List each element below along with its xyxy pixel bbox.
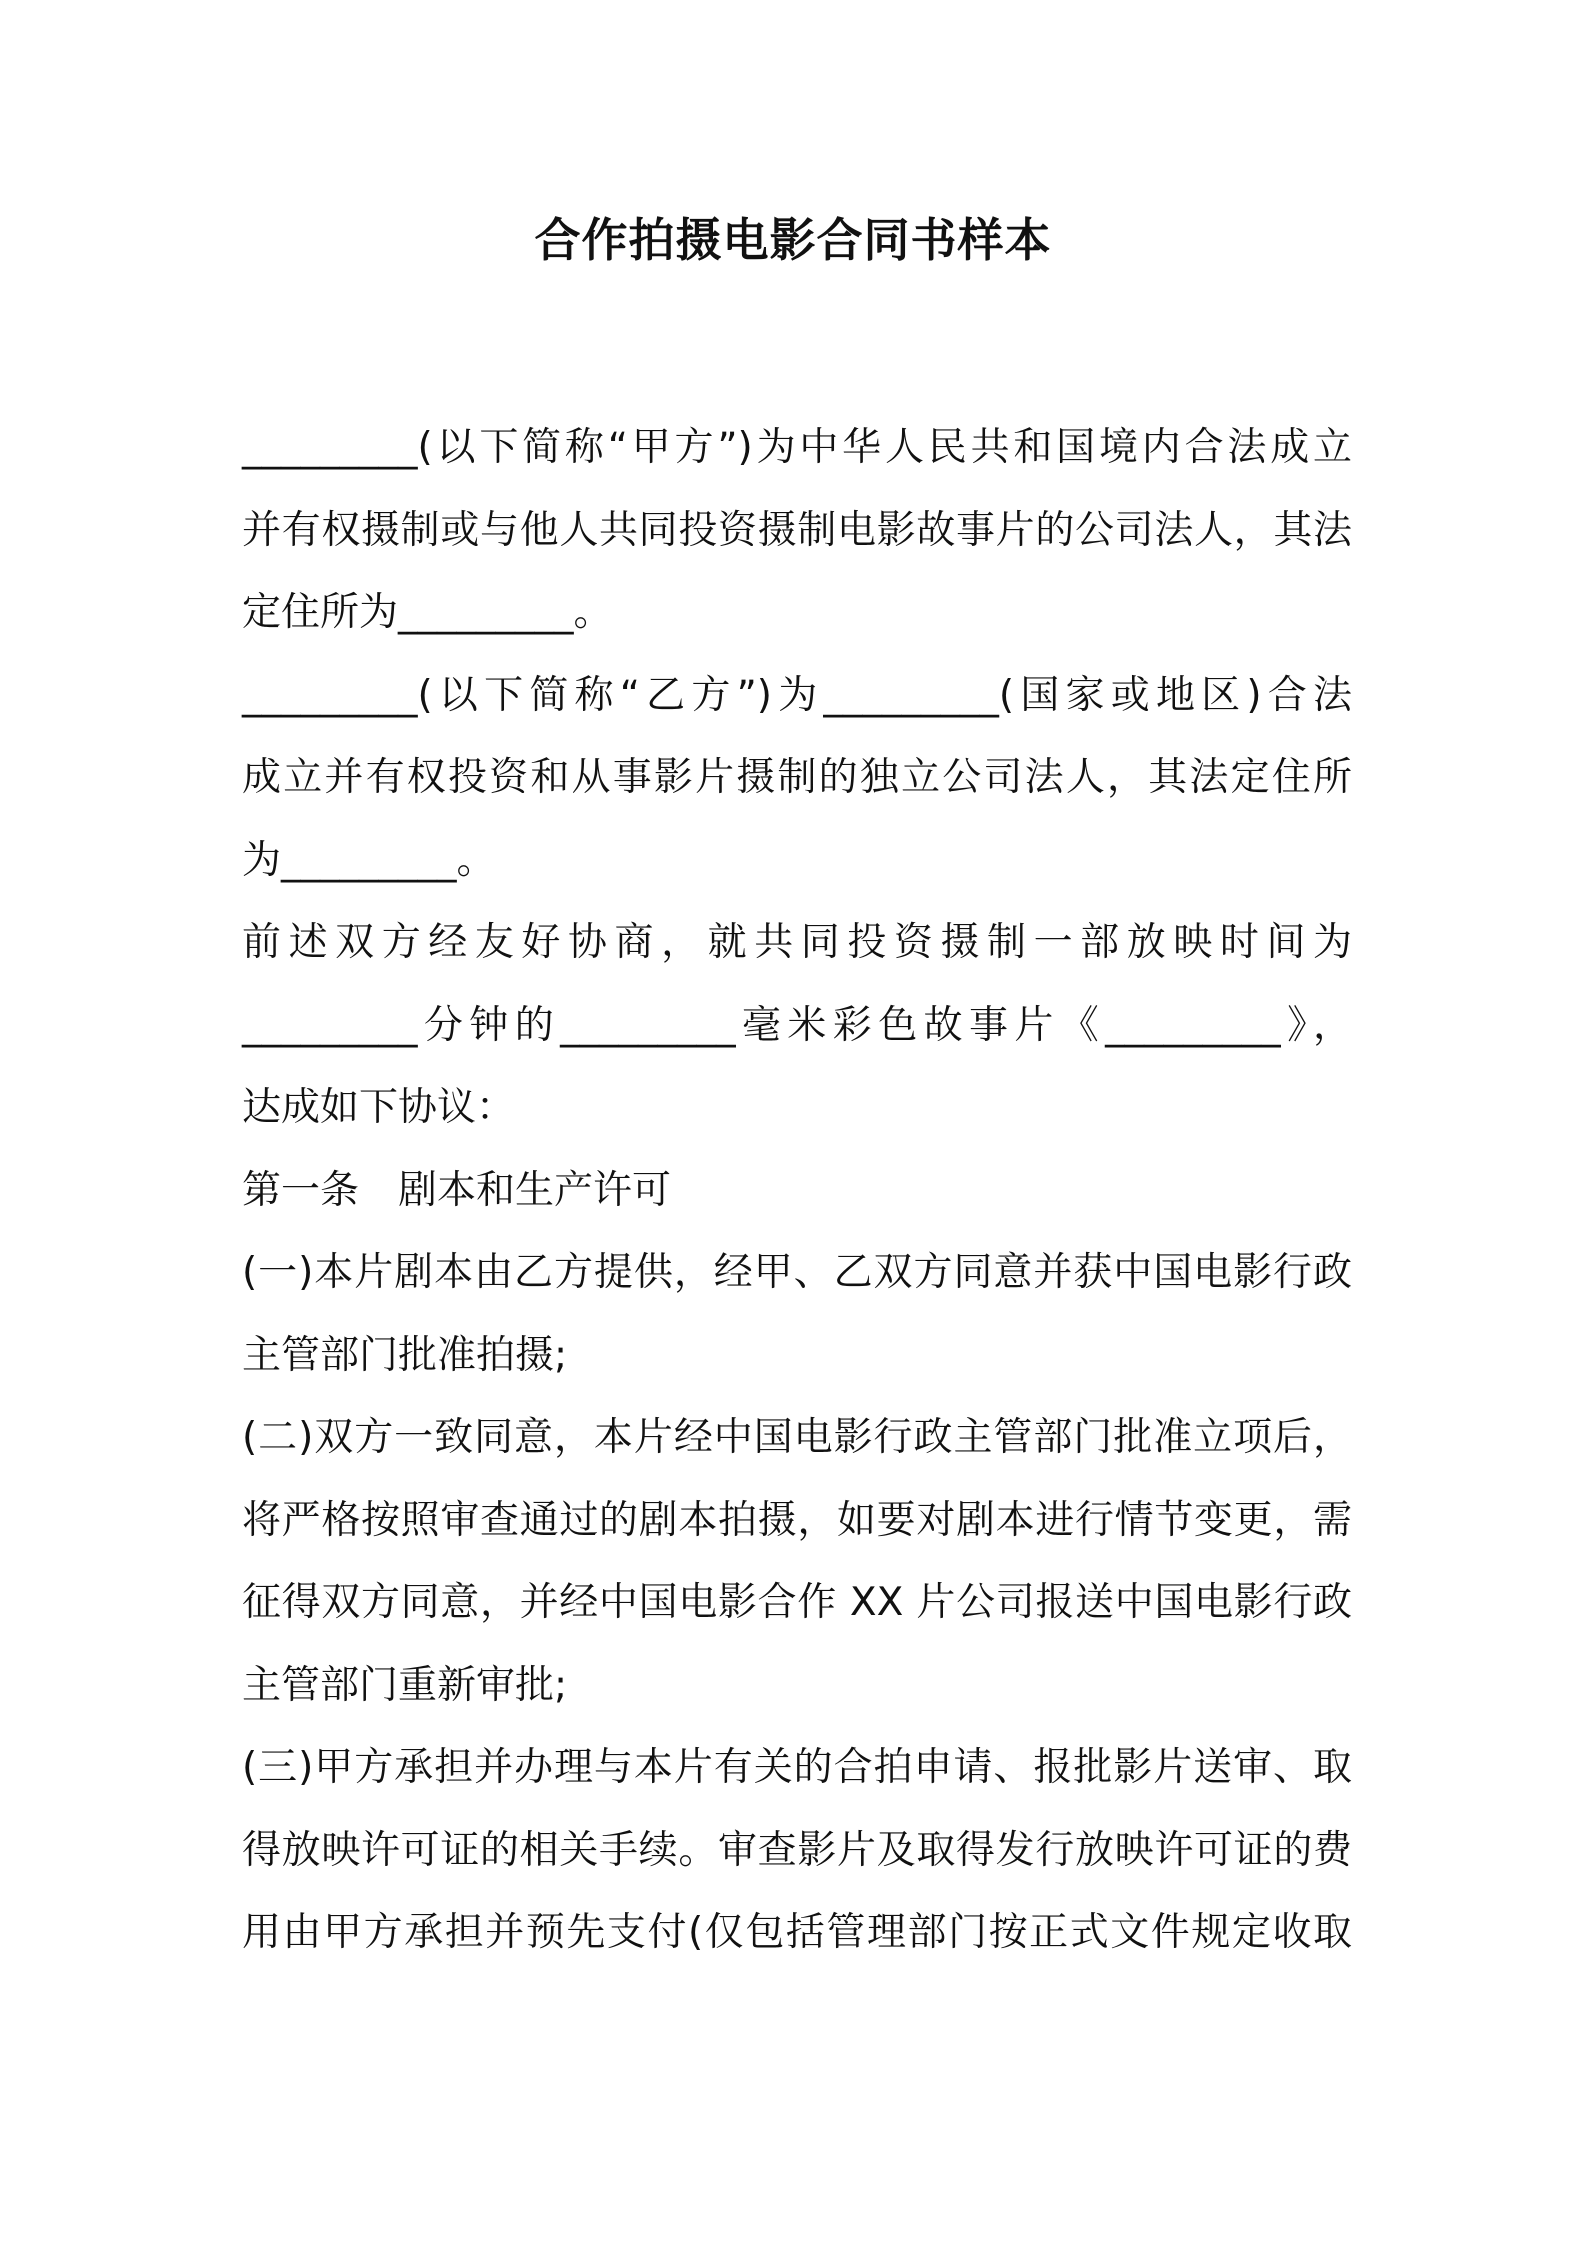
document-line: 并有权摄制或与他人共同投资摄制电影故事片的公司法人，其法	[242, 507, 1352, 553]
document-line: 将严格按照审查通过的剧本拍摄，如要对剧本进行情节变更，需	[242, 1497, 1352, 1543]
document-line: 成立并有权投资和从事影片摄制的独立公司法人，其法定住所	[242, 755, 1352, 800]
document-line: 征得双方同意，并经中国电影合作 XX 片公司报送中国电影行政	[242, 1580, 1352, 1625]
document-line: 为_________。	[242, 837, 496, 883]
document-line: _________分钟的_________毫米彩色故事片《_________》，	[242, 1002, 1352, 1048]
document-line: (三)甲方承担并办理与本片有关的合拍申请、报批影片送审、取	[242, 1745, 1352, 1790]
document-title: 合作拍摄电影合同书样本	[534, 213, 1052, 267]
document-line: 第一条 剧本和生产许可	[242, 1167, 672, 1213]
document-line: (二)双方一致同意，本片经中国电影行政主管部门批准立项后，	[242, 1415, 1352, 1460]
document-line: 用由甲方承担并预先支付(仅包括管理部门按正式文件规定收取	[242, 1910, 1352, 1955]
document-line: _________(以下简称“甲方”)为中华人民共和国境内合法成立	[242, 425, 1352, 470]
document-line: (一)本片剧本由乙方提供，经甲、乙双方同意并获中国电影行政	[242, 1250, 1352, 1295]
document-line: 得放映许可证的相关手续。审查影片及取得发行放映许可证的费	[242, 1827, 1352, 1873]
document-line: 定住所为_________。	[242, 590, 613, 635]
document-line: 前述双方经友好协商，就共同投资摄制一部放映时间为	[242, 920, 1352, 965]
document-line: _________(以下简称“乙方”)为_________(国家或地区)合法	[242, 672, 1352, 718]
document-line: 主管部门重新审批;	[242, 1662, 568, 1708]
document-line: 达成如下协议：	[242, 1085, 516, 1130]
document-line: 主管部门批准拍摄;	[242, 1332, 568, 1378]
